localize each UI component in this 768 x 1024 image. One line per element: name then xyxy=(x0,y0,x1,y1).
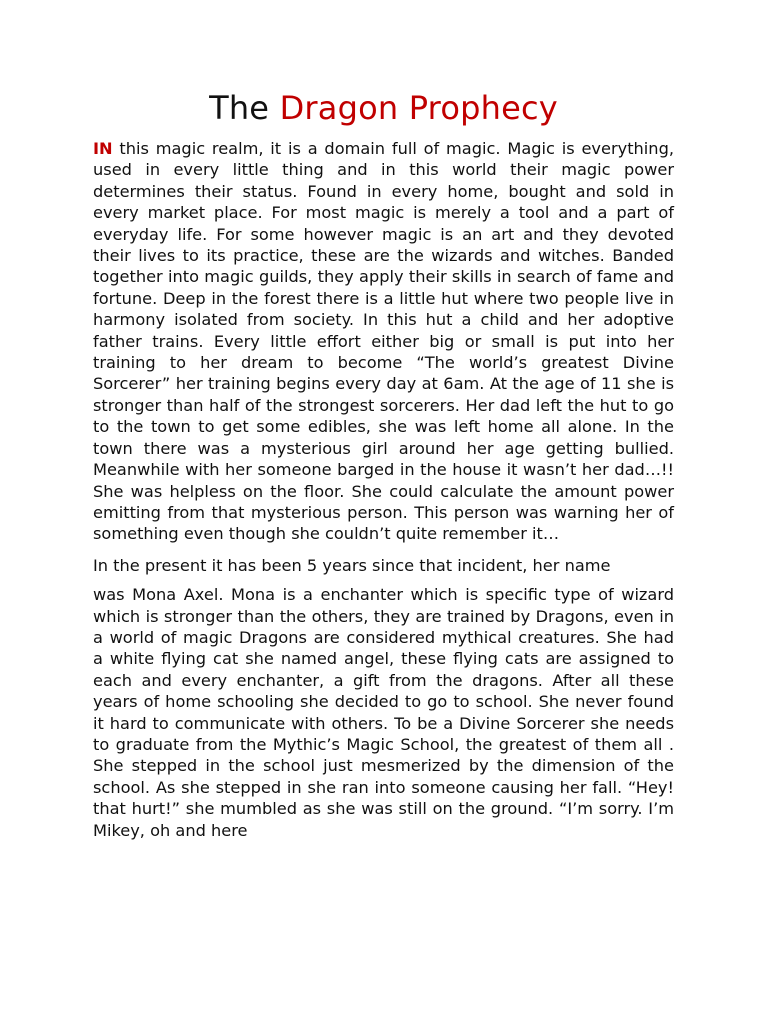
paragraph-2-first-line: In the present it has been 5 years since that incident, her name xyxy=(93,555,611,575)
paragraph-1-text: this magic realm, it is a domain full of magic. Magic is everything, used in every little thing and in this world their magic power determines their status. Found in every home, bought and sold in every market place. For most magic is merely a tool and a part of everyday life. For some however magic is an art and they devoted their lives to its practice, these are the wizards and witches. Banded together into magic guilds, they apply their skills in search of fame and fortune. Deep in the forest there is a little hut where two people live in harmony isolated from society. In this hut a child and her adoptive father trains. Every little effort either big or small is put into her training to her dream to become “The world’s greatest Divine Sorcerer” her training begins every day at 6am. At the age of 11 she is stronger than half of the strongest sorcerers. Her dad left the hut to go to the town to get some edibles, she was left home all alone. In the town there was a mysterious girl around her age getting bullied. Meanwhile with her someone barged in the house it wasn’t her dad…!! She was helpless on the floor. She could calculate the amount power emitting from that mysterious person. This person was warning her of something even though she couldn’t quite remember it… xyxy=(93,139,674,544)
paragraph-1-lead: IN xyxy=(93,139,113,158)
document-page xyxy=(93,86,674,841)
paragraph-2-text: was Mona Axel. Mona is a enchanter which is specific type of wizard which is stronger than the others, they are trained by Dragons, even in a world of magic Dragons are considered mythical creatures. She had a white flying cat she named angel, these flying cats are assigned to each and every enchanter, a gift from the dragons. After all these years of home schooling she decided to go to school. She never found it hard to communicate with others. To be a Divine Sorcerer she needs to graduate from the Mythic’s Magic School, the greatest of them all . She stepped in the school just mesmerized by the dimension of the school. As she stepped in she ran into someone causing her fall. “Hey! that hurt!” she mumbled as she was still on the ground. “I’m sorry. I’m Mikey, oh and here xyxy=(93,585,674,840)
paragraph-1 xyxy=(93,138,674,545)
title-prefix: The xyxy=(209,89,270,127)
document-title xyxy=(93,86,674,130)
title-accent: Dragon Prophecy xyxy=(279,89,558,127)
